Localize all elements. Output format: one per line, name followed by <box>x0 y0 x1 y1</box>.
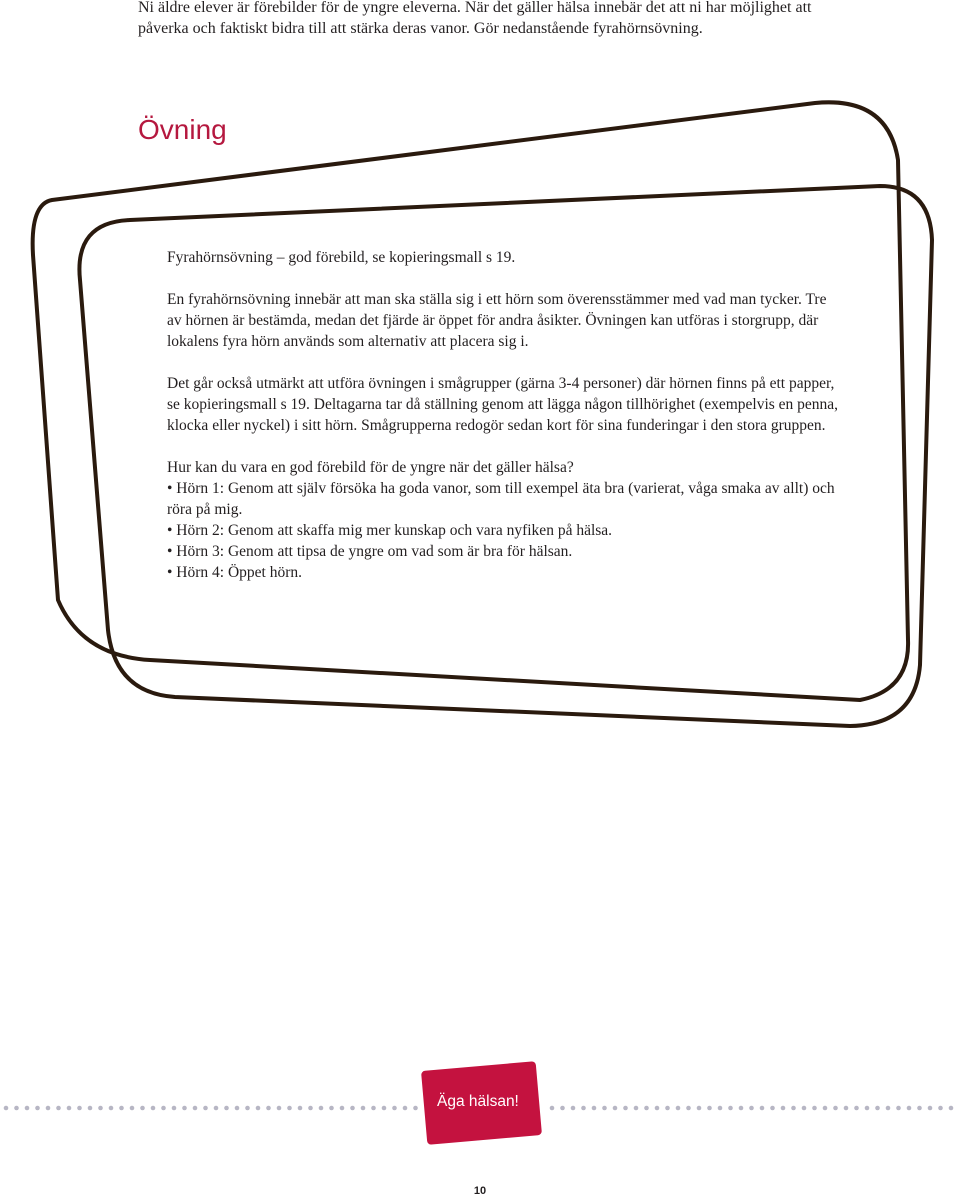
rule-dot <box>602 1106 607 1111</box>
rule-dot <box>4 1106 9 1111</box>
rule-dot <box>728 1106 733 1111</box>
rule-dot <box>686 1106 691 1111</box>
rule-dot <box>35 1106 40 1111</box>
rule-dot <box>665 1106 670 1111</box>
rule-dot <box>413 1106 418 1111</box>
rule-dot <box>613 1106 618 1111</box>
slogan-badge-label: Äga hälsan! <box>437 1093 519 1110</box>
rule-dot <box>319 1106 324 1111</box>
rule-dot <box>151 1106 156 1111</box>
rule-dot <box>875 1106 880 1111</box>
rule-dot <box>340 1106 345 1111</box>
rule-dot <box>749 1106 754 1111</box>
rule-dot <box>676 1106 681 1111</box>
rule-dot <box>634 1106 639 1111</box>
rule-dot <box>403 1106 408 1111</box>
rule-dot <box>130 1106 135 1111</box>
rule-dot <box>823 1106 828 1111</box>
rule-dot <box>161 1106 166 1111</box>
rule-dot <box>718 1106 723 1111</box>
rule-dot <box>560 1106 565 1111</box>
rule-dot <box>581 1106 586 1111</box>
rule-dot <box>224 1106 229 1111</box>
rule-dot <box>697 1106 702 1111</box>
rule-dot <box>854 1106 859 1111</box>
exercise-body <box>167 247 843 583</box>
rule-dot <box>46 1106 51 1111</box>
corner-item: • Hörn 4: Öppet hörn. <box>167 564 303 581</box>
exercise-question: Hur kan du vara en god förebild för de yngre när det gäller hälsa? <box>167 459 574 476</box>
rule-dot <box>361 1106 366 1111</box>
rule-dot <box>266 1106 271 1111</box>
exercise-paragraph-2: Det går också utmärkt att utföra övningen i smågrupper (gärna 3-4 personer) där hörnen finns på ett papper, se kopieringsmall s 19. Deltagarna tar då ställning genom att lägga någon tillhörighet (exempelvis en penna, klocka eller nyckel) i sitt hörn. Smågrupperna redogör sedan kort för sina funderingar i den stora gruppen. <box>167 375 839 434</box>
rule-dot <box>781 1106 786 1111</box>
rule-dot <box>298 1106 303 1111</box>
rule-dot <box>371 1106 376 1111</box>
rule-dot <box>623 1106 628 1111</box>
rule-dot <box>277 1106 282 1111</box>
rule-dot <box>119 1106 124 1111</box>
rule-dot <box>907 1106 912 1111</box>
rule-dot <box>308 1106 313 1111</box>
rule-dot <box>770 1106 775 1111</box>
rule-dot <box>571 1106 576 1111</box>
rule-dot <box>392 1106 397 1111</box>
section-title: Övning <box>138 114 227 145</box>
rule-dot <box>655 1106 660 1111</box>
rule-dot <box>760 1106 765 1111</box>
rule-dot <box>329 1106 334 1111</box>
rule-dot <box>896 1106 901 1111</box>
rule-dot <box>791 1106 796 1111</box>
rule-dot <box>382 1106 387 1111</box>
rule-dot <box>14 1106 19 1111</box>
rule-dot <box>235 1106 240 1111</box>
rule-dot <box>833 1106 838 1111</box>
rule-dot <box>214 1106 219 1111</box>
rule-dot <box>25 1106 30 1111</box>
rule-dot <box>350 1106 355 1111</box>
rule-dot <box>98 1106 103 1111</box>
rule-dot <box>707 1106 712 1111</box>
rule-dot <box>182 1106 187 1111</box>
rule-dot <box>77 1106 82 1111</box>
rule-dot <box>739 1106 744 1111</box>
rule-dot <box>193 1106 198 1111</box>
rule-dot <box>844 1106 849 1111</box>
corner-item: • Hörn 1: Genom att själv försöka ha goda vanor, som till exempel äta bra (varierat, våga smaka av allt) och röra på mig. <box>167 480 835 518</box>
page-number: 10 <box>473 1185 487 1197</box>
rule-dot <box>802 1106 807 1111</box>
rule-dot <box>56 1106 61 1111</box>
rule-dot <box>644 1106 649 1111</box>
rule-dot <box>812 1106 817 1111</box>
rule-dot <box>592 1106 597 1111</box>
rule-dot <box>550 1106 555 1111</box>
rule-dot <box>203 1106 208 1111</box>
exercise-subtitle: Fyrahörnsövning – god förebild, se kopieringsmall s 19. <box>167 249 516 266</box>
rule-dot <box>287 1106 292 1111</box>
corner-item: • Hörn 3: Genom att tipsa de yngre om vad som är bra för hälsan. <box>167 543 573 560</box>
rule-dot <box>917 1106 922 1111</box>
rule-dot <box>886 1106 891 1111</box>
rule-dot <box>949 1106 954 1111</box>
rule-dot <box>140 1106 145 1111</box>
exercise-paragraph-1: En fyrahörnsövning innebär att man ska ställa sig i ett hörn som överensstämmer med vad man tycker. Tre av hörnen är bestämda, medan det fjärde är öppet för andra åsikter. Övningen kan utföras i storgrupp, där lokalens fyra hörn används som alternativ att placera sig i. <box>167 291 827 350</box>
rule-dot <box>938 1106 943 1111</box>
rule-dot <box>928 1106 933 1111</box>
rule-dot <box>88 1106 93 1111</box>
intro-paragraph: Ni äldre elever är förebilder för de yngre eleverna. När det gäller hälsa innebär det att ni har möjlighet att påverka och faktiskt bidra till att stärka deras vanor. Gör nedanstående fyrahörnsövning. <box>138 0 812 37</box>
rule-dot <box>172 1106 177 1111</box>
rule-dot <box>256 1106 261 1111</box>
rule-dot <box>67 1106 72 1111</box>
rule-dot <box>865 1106 870 1111</box>
rule-dot <box>245 1106 250 1111</box>
rule-dot <box>109 1106 114 1111</box>
corner-item: • Hörn 2: Genom att skaffa mig mer kunskap och vara nyfiken på hälsa. <box>167 522 613 539</box>
